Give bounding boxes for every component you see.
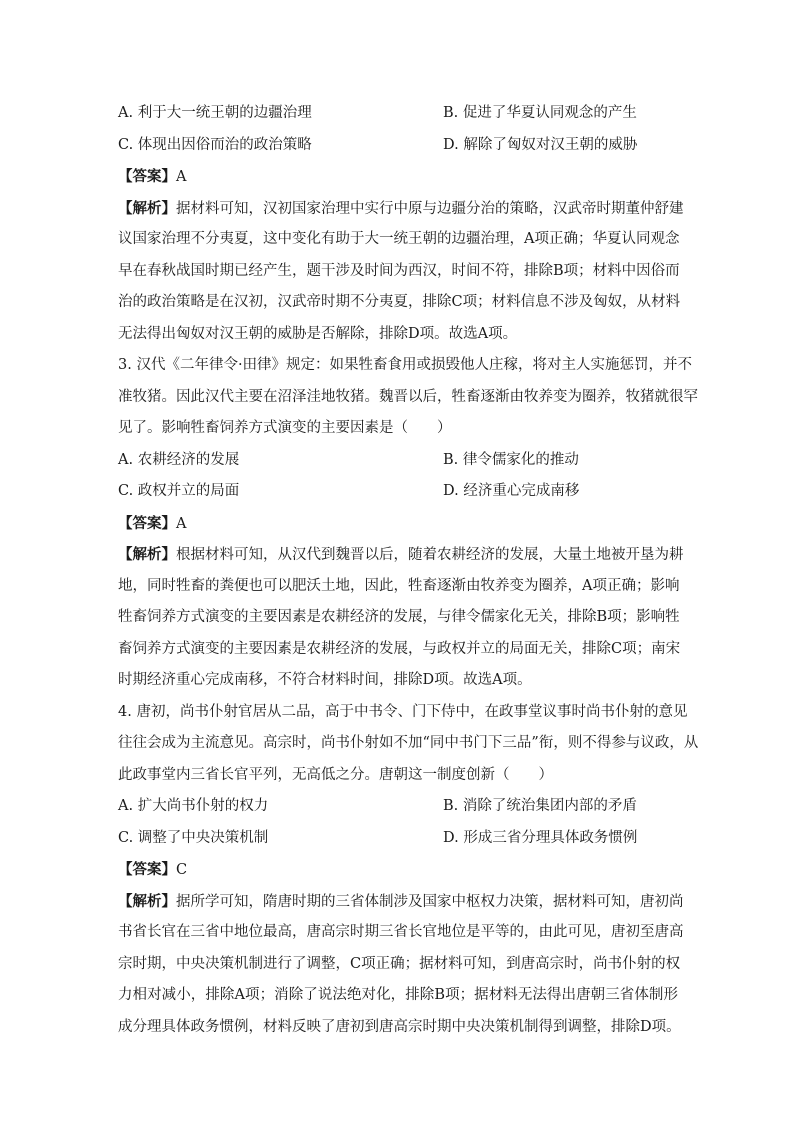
analysis-block	[118, 886, 684, 1044]
option-c: C. 调整了中央决策机制	[118, 829, 269, 846]
options-row-2	[118, 130, 678, 162]
answer-label: 【答案】	[118, 514, 176, 532]
analysis-line: 早在春秋战国时期已经产生，题干涉及时间为西汉，时间不符，排除B项；材料中因俗而	[118, 262, 680, 279]
answer-line	[118, 854, 678, 886]
analysis-line: 【解析】据材料可知，汉初国家治理中实行中原与边疆分治的策略，汉武帝时期董仲舒建	[118, 199, 684, 217]
answer-value: C	[176, 862, 188, 878]
options-row-2	[118, 476, 678, 508]
answer-label: 【答案】	[118, 861, 176, 878]
stem-line: 见了。影响牲畜饲养方式演变的主要因素是（ ）	[118, 420, 452, 436]
analysis-line: 无法得出匈奴对汉王朝的威胁是否解除，排除D项。故选A项。	[118, 325, 518, 342]
answer-line	[118, 508, 678, 540]
question-4	[118, 697, 699, 1044]
option-a: A. 扩大尚书仆射的权力	[118, 798, 269, 814]
question-stem	[118, 697, 699, 792]
stem-line: 准牧猪。因此汉代主要在沼泽洼地牧猪。魏晋以后，牲畜逐渐由牧养变为圈养，牧猪就很罕	[118, 388, 698, 405]
analysis-line: 地，同时牲畜的粪便也可以肥沃土地，因此，牲畜逐渐由牧养变为圈养，A项正确；影响	[118, 577, 680, 594]
analysis-label: 【解析】	[118, 199, 176, 217]
analysis-label: 【解析】	[118, 892, 176, 910]
analysis-line: 议国家治理不分夷夏，这中变化有助于大一统王朝的边疆治理，A项正确；华夏认同观念	[118, 231, 680, 247]
option-d: D. 经济重心完成南移	[443, 483, 580, 499]
option-d: D. 形成三省分理具体政务惯例	[443, 829, 638, 846]
analysis-line: 牲畜饲养方式演变的主要因素是农耕经济的发展，与律令儒家化无关，排除B项；影响牲	[118, 609, 680, 625]
analysis-line: 治的政治策略是在汉初，汉武帝时期不分夷夏，排除C项；材料信息不涉及匈奴，从材料	[118, 294, 681, 310]
answer-value: A	[176, 169, 187, 185]
analysis-line: 宗时期，中央决策机制进行了调整，C项正确；据材料可知，到唐高宗时，尚书仆射的权	[118, 955, 681, 972]
option-b: B. 律令儒家化的推动	[443, 451, 579, 468]
question-3	[118, 350, 698, 697]
option-b: B. 促进了华夏认同观念的产生	[443, 105, 637, 121]
option-c: C. 政权并立的局面	[118, 483, 240, 499]
stem-line: 4. 唐初，尚书仆射官居从二品，高于中书令、门下侍中，在政事堂议事时尚书仆射的意见	[118, 703, 688, 720]
analysis-line: 成分理具体政务惯例，材料反映了唐初到唐高宗时期中央决策机制得到调整，排除D项。	[118, 1018, 681, 1035]
document-page	[118, 98, 699, 1043]
option-a: A. 农耕经济的发展	[118, 451, 240, 468]
analysis-line: 【解析】据所学可知，隋唐时期的三省体制涉及国家中枢权力决策，据材料可知，唐初尚	[118, 892, 684, 910]
analysis-label: 【解析】	[118, 546, 176, 563]
stem-line: 往往会成为主流意见。高宗时，尚书仆射如不加“同中书门下三品”衔，则不得参与议政，从	[118, 735, 699, 751]
analysis-line: 力相对减小，排除A项；消除了说法绝对化，排除B项；据材料无法得出唐朝三省体制形	[118, 987, 678, 1003]
options-row-1	[118, 98, 678, 130]
option-b: B. 消除了统治集团内部的矛盾	[443, 798, 637, 814]
options-row-2	[118, 823, 678, 855]
analysis-line: 【解析】根据材料可知，从汉代到魏晋以后，随着农耕经济的发展，大量土地被开垦为耕	[118, 546, 684, 563]
stem-line: 此政事堂内三省长官平列，无高低之分。唐朝这一制度创新（ ）	[118, 766, 553, 783]
analysis-line: 书省长官在三省中地位最高，唐高宗时期三省长官地位是平等的，由此可见，唐初至唐高	[118, 924, 684, 940]
question-stem	[118, 350, 698, 445]
answer-value: A	[176, 515, 187, 532]
question-2	[118, 98, 684, 350]
answer-label: 【答案】	[118, 168, 176, 185]
options-row-1	[118, 791, 678, 823]
option-d: D. 解除了匈奴对汉王朝的威胁	[443, 136, 638, 153]
stem-line: 3. 汉代《二年律令·田律》规定：如果牲畜食用或损毁他人庄稼，将对主人实施惩罚，并不	[118, 357, 693, 373]
options-row-1	[118, 445, 678, 477]
analysis-block	[118, 539, 684, 697]
analysis-line: 畜饲养方式演变的主要因素是农耕经济的发展，与政权并立的局面无关，排除C项；南宋	[118, 640, 681, 657]
analysis-block	[118, 193, 684, 351]
answer-line	[118, 161, 678, 193]
option-a: A. 利于大一统王朝的边疆治理	[118, 105, 312, 121]
analysis-line: 时期经济重心完成南移，不符合材料时间，排除D项。故选A项。	[118, 672, 532, 688]
option-c: C. 体现出因俗而治的政治策略	[118, 136, 312, 153]
